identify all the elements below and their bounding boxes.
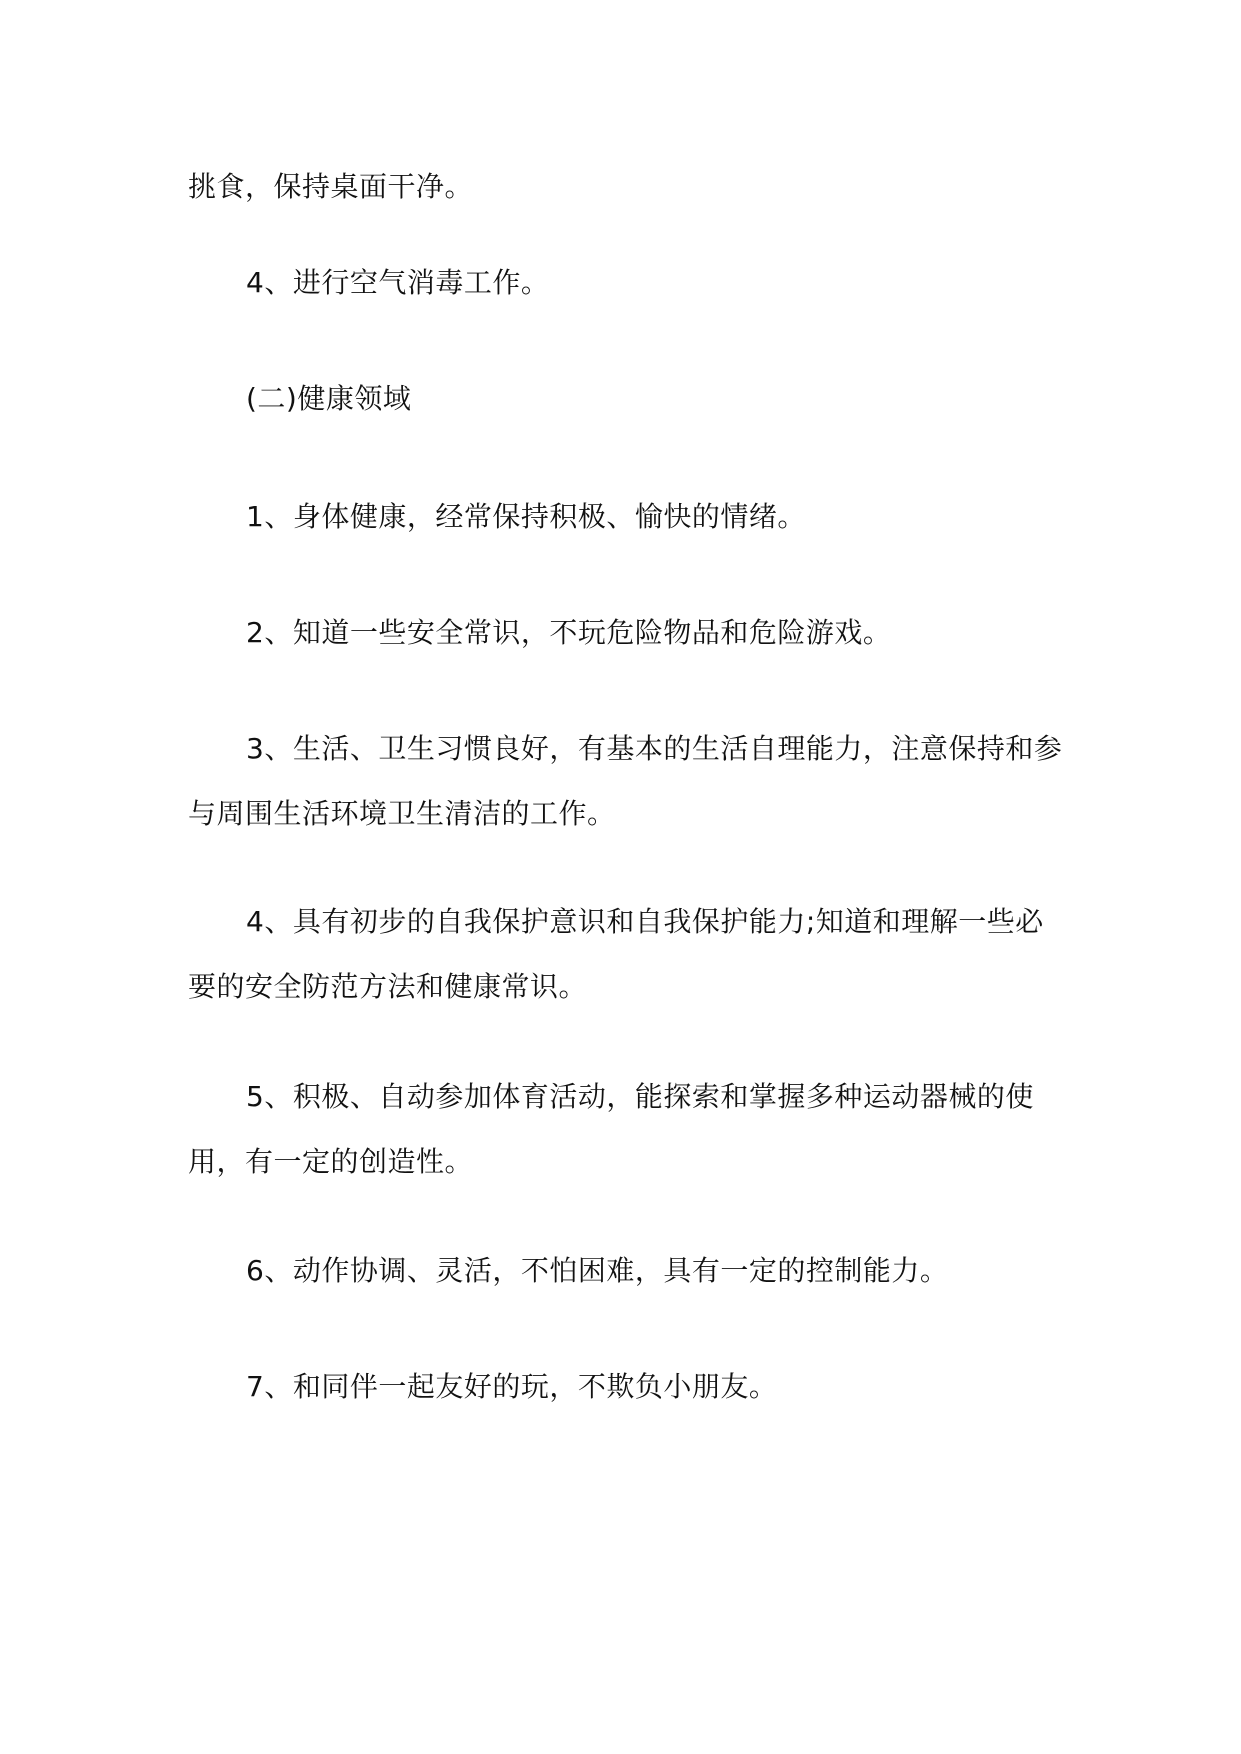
list-item: 7、和同伴一起友好的玩，不欺负小朋友。 — [246, 1370, 778, 1403]
paragraph-continuation: 挑食，保持桌面干净。 — [188, 170, 474, 203]
list-item: 4、进行空气消毒工作。 — [246, 266, 550, 299]
list-item: 1、身体健康，经常保持积极、愉快的情绪。 — [246, 500, 806, 533]
list-item: 3、生活、卫生习惯良好，有基本的生活自理能力，注意保持和参与周围生活环境卫生清洁的工作。 — [188, 732, 1063, 830]
list-item: 6、动作协调、灵活，不怕困难，具有一定的控制能力。 — [246, 1254, 949, 1287]
list-item: 4、具有初步的自我保护意识和自我保护能力;知道和理解一些必要的安全防范方法和健康常识。 — [188, 905, 1044, 1003]
section-heading: (二)健康领域 — [246, 382, 412, 415]
list-item: 2、知道一些安全常识，不玩危险物品和危险游戏。 — [246, 616, 892, 649]
list-item: 5、积极、自动参加体育活动，能探索和掌握多种运动器械的使用，有一定的创造性。 — [188, 1080, 1034, 1178]
